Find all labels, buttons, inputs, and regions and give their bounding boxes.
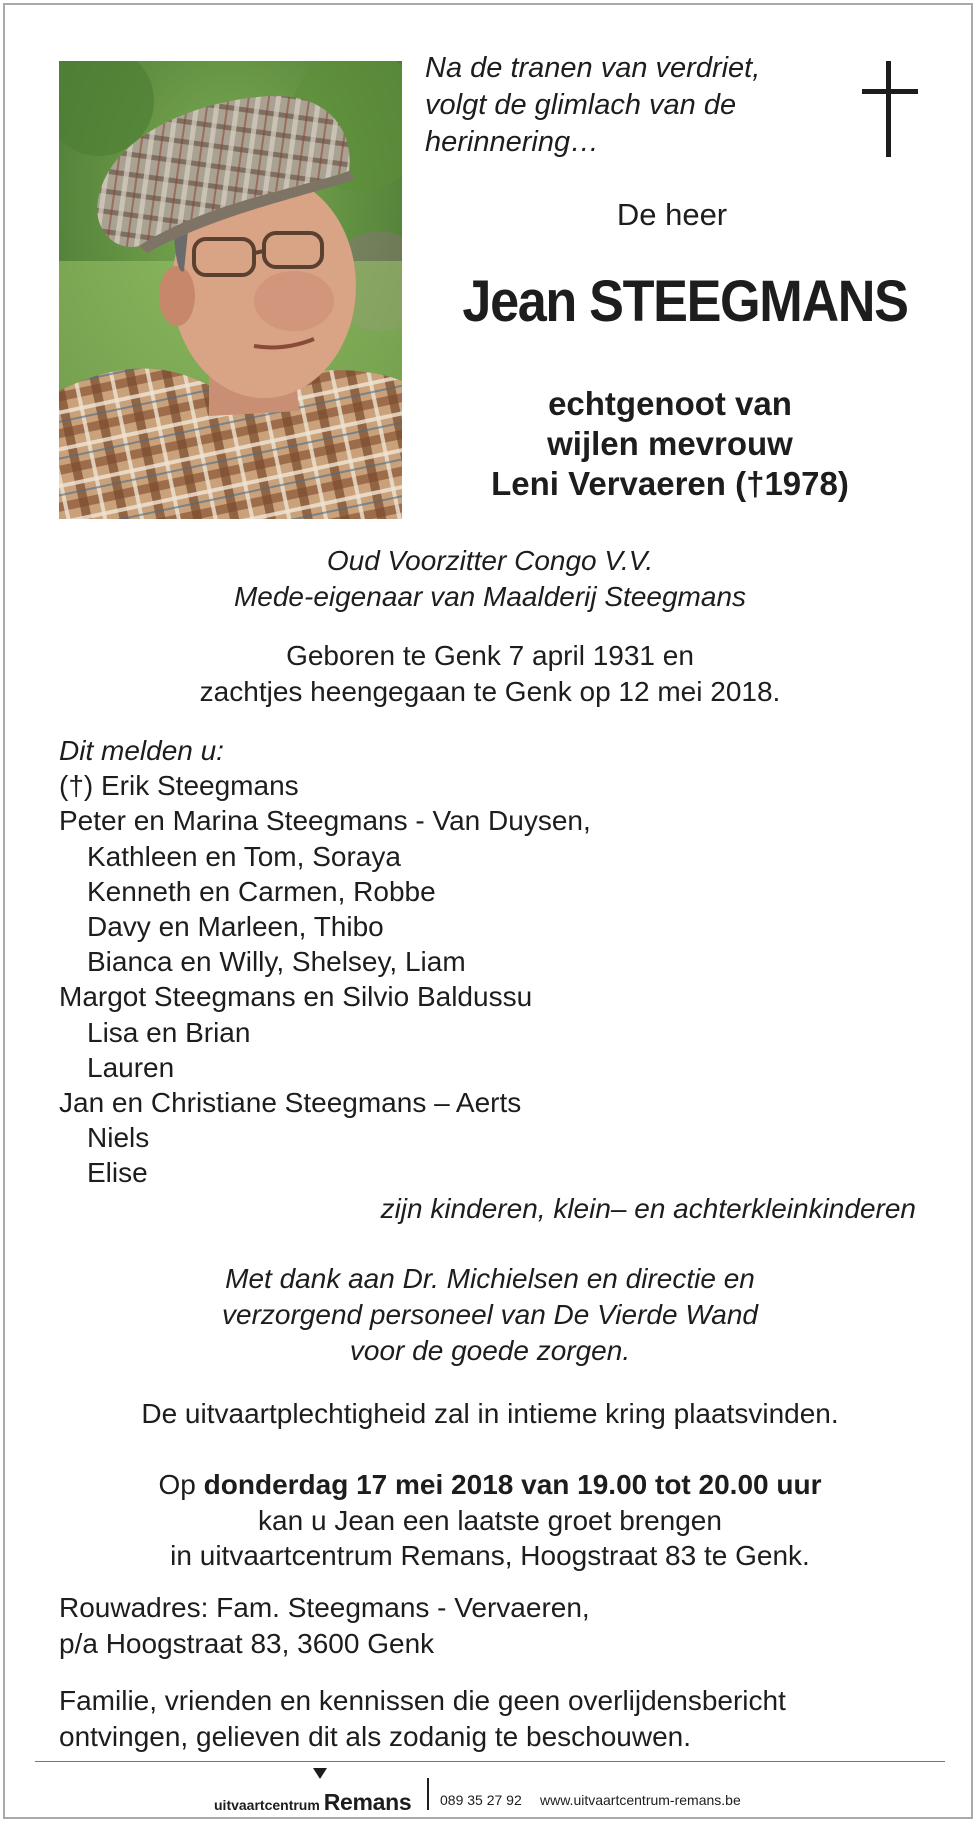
ceremony-note: De uitvaartplechtigheid zal in intieme kring plaatsvinden. xyxy=(141,1398,839,1429)
footer-website: www.uitvaartcentrum-remans.be xyxy=(540,1792,741,1808)
thanks-line: Met dank aan Dr. Michielsen en directie en xyxy=(225,1263,755,1294)
role-line: Mede-eigenaar van Maalderij Steegmans xyxy=(233,581,747,612)
family-member: Margot Steegmans en Silvio Baldussu xyxy=(59,981,533,1013)
closing-notice xyxy=(59,1683,939,1754)
family-list xyxy=(59,733,939,1226)
deceased-name: Jean STEEGMANS xyxy=(462,269,908,334)
family-member: Bianca en Willy, Shelsey, Liam xyxy=(87,946,466,978)
family-member: Niels xyxy=(87,1122,150,1154)
funeral-home-logo xyxy=(214,1789,411,1816)
notice-line: ontvingen, gelieven dit als zodanig te beschouwen. xyxy=(59,1720,691,1752)
family-member: Peter en Marina Steegmans - Van Duysen, xyxy=(59,805,591,837)
born-line: zachtjes heengegaan te Genk op 12 mei 2018. xyxy=(199,676,781,707)
birth-death-block xyxy=(60,638,920,710)
visit-prefix: Op xyxy=(158,1469,204,1500)
visit-line-3: in uitvaartcentrum Remans, Hoogstraat 83 te Genk. xyxy=(170,1540,810,1571)
address-line: p/a Hoogstraat 83, 3600 Genk xyxy=(59,1628,435,1659)
cross-icon xyxy=(862,61,918,162)
family-member: (†) Erik Steegmans xyxy=(59,770,299,802)
logo-small-text: uitvaartcentrum xyxy=(214,1797,320,1813)
footer-divider xyxy=(35,1761,945,1762)
notice-line: Familie, vrienden en kennissen die geen overlijdensbericht xyxy=(59,1685,786,1716)
footer-separator xyxy=(427,1778,429,1810)
visitation-block xyxy=(60,1467,920,1574)
family-member: Kenneth en Carmen, Robbe xyxy=(87,875,436,907)
family-member: Jan en Christiane Steegmans – Aerts xyxy=(59,1087,522,1119)
mourning-address xyxy=(59,1590,919,1662)
spouse-line: wijlen mevrouw xyxy=(547,425,793,462)
family-member: Kathleen en Tom, Soraya xyxy=(87,840,401,872)
logo-triangle-icon xyxy=(313,1768,327,1779)
roles-block xyxy=(60,543,920,615)
thanks-block xyxy=(60,1261,920,1369)
family-lead: Dit melden u: xyxy=(59,735,224,766)
opening-quote xyxy=(425,50,815,161)
portrait-photo xyxy=(59,61,402,519)
visit-line-1 xyxy=(60,1467,920,1503)
family-member: Davy en Marleen, Thibo xyxy=(87,911,384,943)
thanks-line: verzorgend personeel van De Vierde Wand xyxy=(222,1299,758,1330)
logo-big-text: Remans xyxy=(323,1789,412,1815)
address-line: Rouwadres: Fam. Steegmans - Vervaeren, xyxy=(59,1592,590,1623)
footer-phone: 089 35 27 92 xyxy=(440,1792,522,1808)
honorific: De heer xyxy=(616,197,728,232)
family-closing: zijn kinderen, klein– en achterkleinkinderen xyxy=(380,1192,916,1224)
family-member: Elise xyxy=(87,1157,148,1189)
quote-line: Na de tranen van verdriet, xyxy=(425,52,761,84)
quote-line: herinnering… xyxy=(425,126,600,158)
visit-datetime: donderdag 17 mei 2018 van 19.00 tot 20.00 uur xyxy=(203,1469,822,1500)
family-member: Lauren xyxy=(87,1051,175,1083)
born-line: Geboren te Genk 7 april 1931 en xyxy=(286,640,694,671)
spouse-line: Leni Vervaeren (†1978) xyxy=(491,465,849,502)
family-member: Lisa en Brian xyxy=(87,1016,251,1048)
spouse-line: echtgenoot van xyxy=(548,385,792,422)
thanks-line: voor de goede zorgen. xyxy=(349,1335,631,1366)
spouse-block xyxy=(440,384,900,504)
role-line: Oud Voorzitter Congo V.V. xyxy=(326,545,654,576)
quote-line: volgt de glimlach van de xyxy=(425,89,737,121)
funeral-home-footer xyxy=(0,1768,980,1818)
visit-line-2: kan u Jean een laatste groet brengen xyxy=(258,1504,722,1536)
